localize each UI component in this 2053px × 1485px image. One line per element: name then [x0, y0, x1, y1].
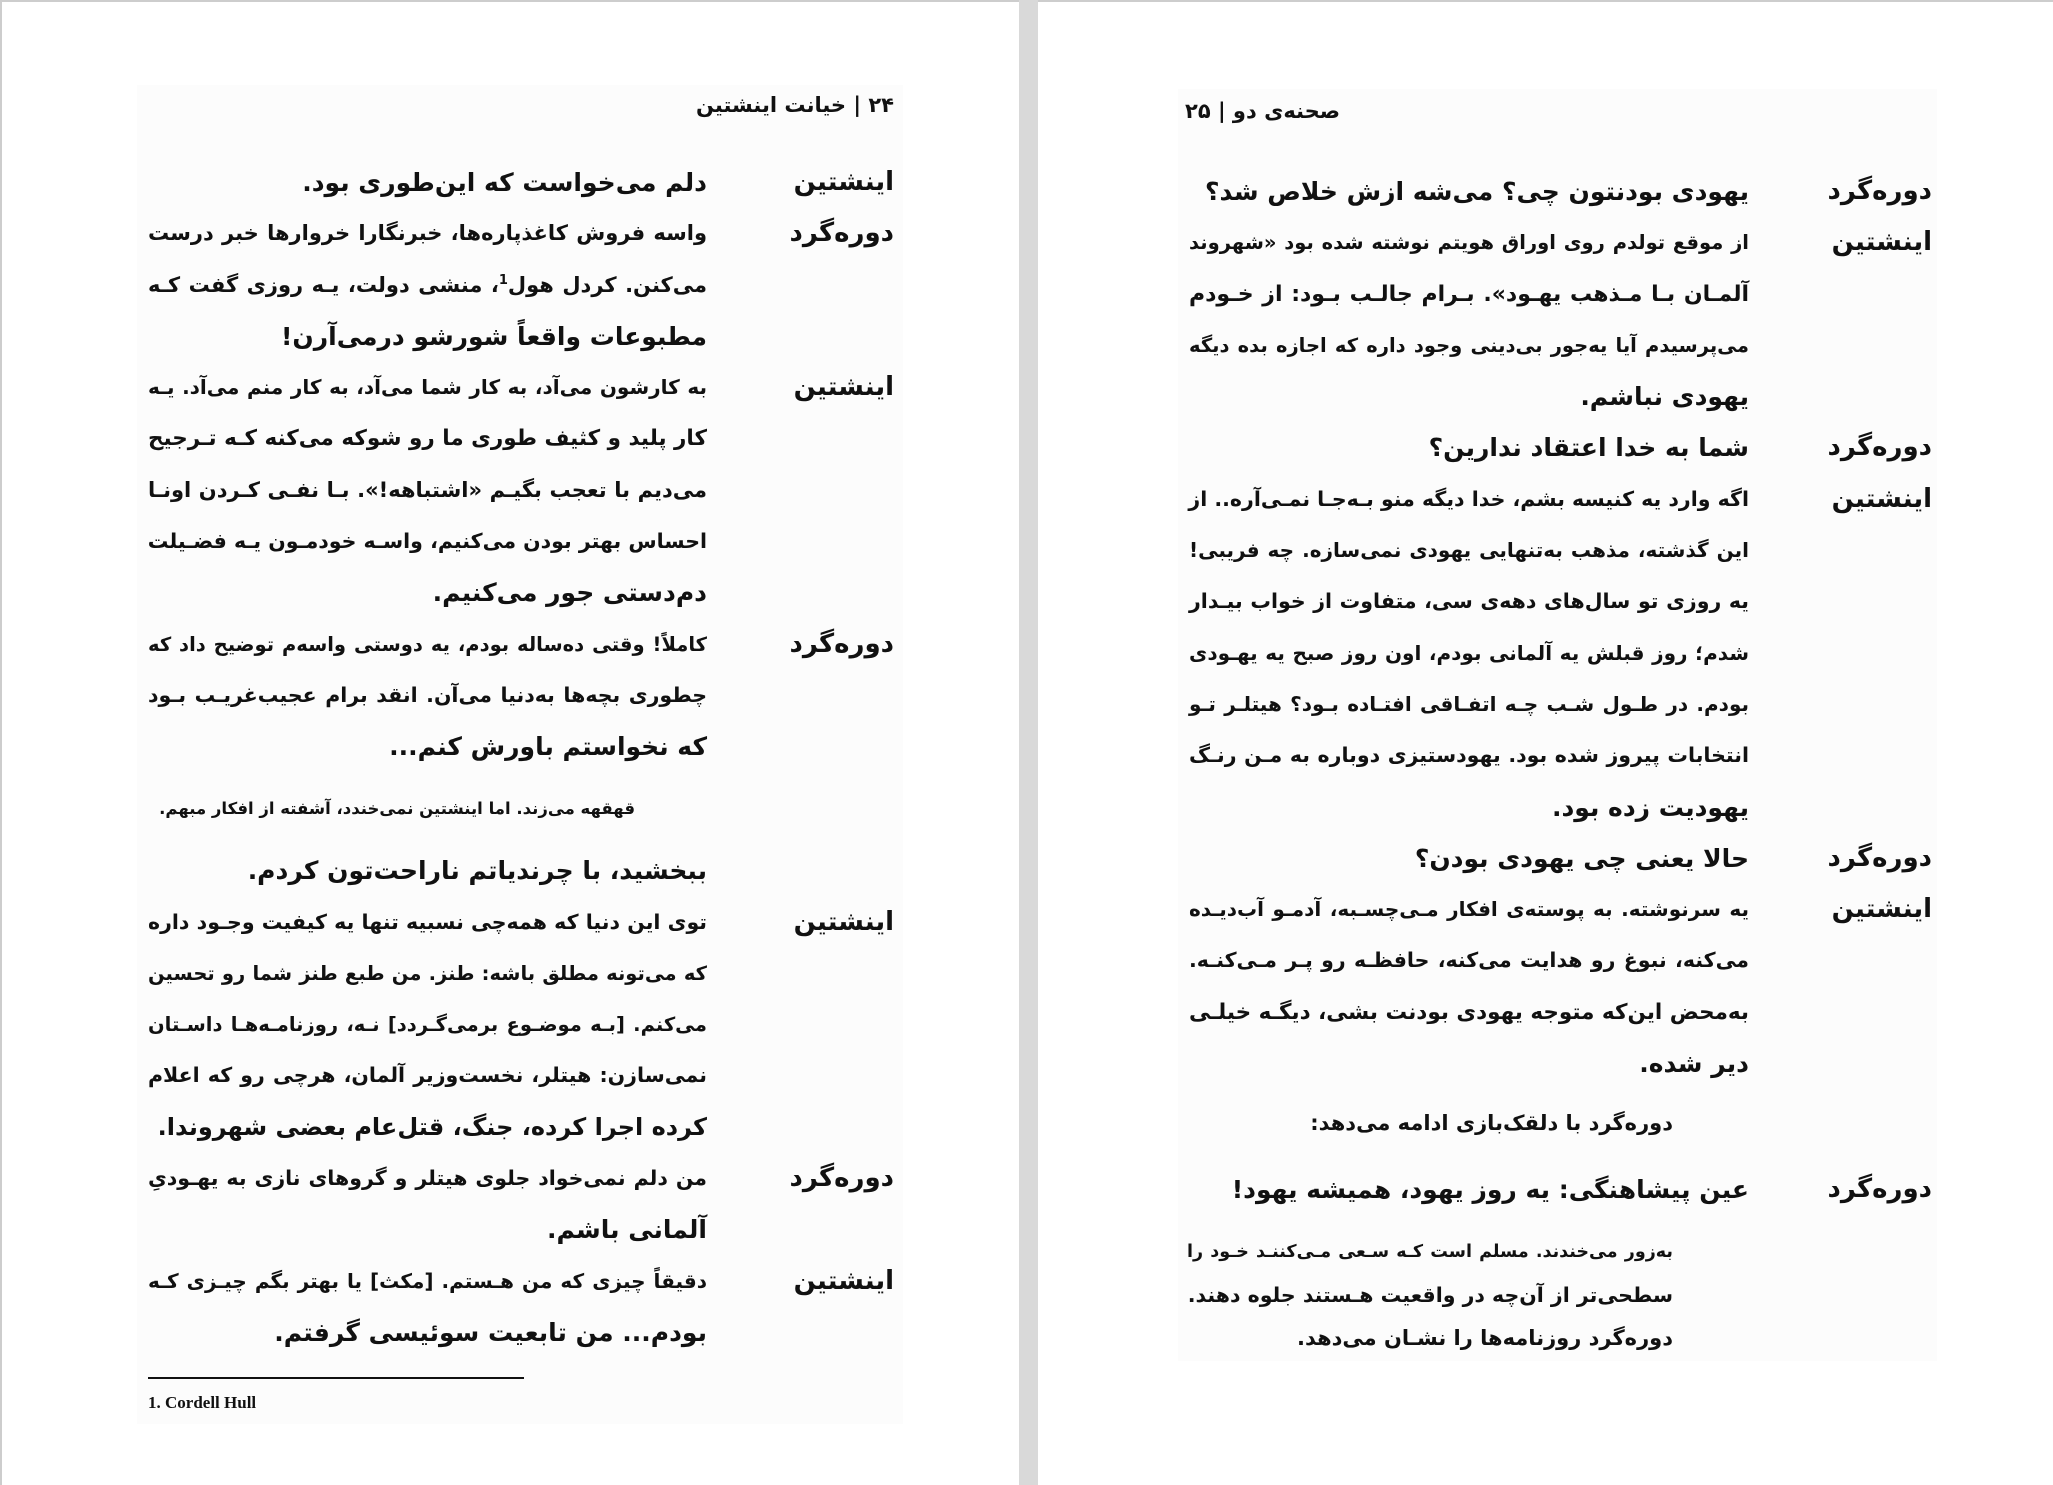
stage-direction-line: به‌زور می‌خندند. مسلم است کـه سـعی مـی‌کننـد خـود را: [1187, 1242, 1673, 1263]
dialogue-line: یهودی بودنتون چی؟ می‌شه ازش خلاص شد؟: [1205, 177, 1749, 206]
dialogue-line: کاملاً! وقتی ده‌ساله بودم، یه دوستی واسه‌م توضیح داد که: [148, 632, 707, 656]
dialogue-block: [1189, 1164, 1932, 1215]
speaker-name: دوره‌گرد: [1827, 842, 1932, 873]
speaker-name: اینشتین: [1831, 894, 1932, 925]
dialogue-block: [148, 157, 894, 208]
dialogue-line: دم‌دستی جور می‌کنیم.: [432, 578, 707, 608]
dialogue-block: [148, 845, 707, 896]
dialogue-line: شدم؛ روز قبلش یه آلمانی بودم، اون روز صبح یه یهـودی: [1189, 640, 1749, 665]
stage-direction-line: دوره‌گرد با دلقک‌بازی ادامه می‌دهد:: [1310, 1111, 1673, 1136]
dialogue-line: چطوری بچه‌ها به‌دنیا می‌آن. انقد برام عجیب‌غریـب بـود: [148, 682, 707, 707]
speaker-name: دوره‌گرد: [1827, 432, 1932, 463]
dialogue-line: نمی‌سازن: هیتلر، نخست‌وزیر آلمان، هرچی رو که اعلام: [148, 1063, 707, 1088]
footnote: 1. Cordell Hull: [148, 1393, 257, 1412]
speaker-name: دوره‌گرد: [789, 1163, 894, 1194]
running-header: صحنه‌ی دو | ۲۵: [1185, 99, 1341, 123]
running-header: ۲۴ | خیانت اینشتین: [695, 93, 894, 117]
dialogue-line: یهودی نباشم.: [1580, 382, 1749, 412]
footnote-rule: [148, 1377, 524, 1379]
dialogue-line: عین پیشاهنگی: یه روز یهود، همیشه یهود!: [1231, 1175, 1749, 1205]
dialogue-block: [1189, 833, 1932, 884]
text-column: [147, 157, 894, 1358]
speaker-name: اینشتین: [1831, 227, 1932, 258]
footnote-ref: 1: [498, 272, 508, 288]
dialogue-block: [147, 362, 894, 618]
dialogue-line: دقیقاً چیزی که من هـستم. [مکث] یا بهتر بگم چیـزی کـه: [148, 1268, 707, 1293]
dialogue-block: [1189, 884, 1932, 1089]
dialogue-line: دلم می‌خواست که این‌طوری بود.: [302, 168, 707, 197]
stage-direction: [1189, 1098, 1673, 1149]
dialogue-line: بودم. در طـول شـب چـه اتفـاقی افتـاده بـود؟ هیتلـر تـو: [1189, 691, 1749, 716]
speaker-name: دوره‌گرد: [1827, 176, 1932, 206]
dialogue-line: آلمـان بـا مـذهب یهـود». بـرام جالـب بـود: از خـودم: [1189, 281, 1749, 307]
line-segment: می‌کنن. کردل هول: [507, 272, 707, 297]
dialogue-line: این گذشته، مذهب به‌تنهایی یهودی نمی‌سازه. چه فریبی!: [1189, 538, 1749, 563]
speaker-name: اینشتین: [793, 1265, 894, 1296]
stage-direction-line: دوره‌گرد روزنامه‌ها را نشـان می‌دهد.: [1296, 1326, 1673, 1351]
dialogue-line: واسه فروش کاغذپاره‌ها، خبرنگارا خروارها خبر درست: [148, 221, 707, 246]
dialogue-line: شما به خدا اعتقاد ندارین؟: [1428, 433, 1749, 463]
dialogue-line: یهودیت زده بود.: [1551, 792, 1749, 822]
line-segment: ، منشی دولت، یـه روزی گفت کـه: [148, 272, 499, 297]
dialogue-line: بودم... من تابعیت سوئیسی گرفتم.: [274, 1317, 707, 1347]
dialogue-line: اگه وارد یه کنیسه بشم، خدا دیگه منو بـه‌جـا نمـی‌آره.. از: [1188, 486, 1749, 511]
speaker-name: دوره‌گرد: [789, 628, 894, 659]
dialogue-block: [148, 1153, 894, 1256]
speaker-name: دوره‌گرد: [789, 218, 894, 249]
dialogue-block: [148, 208, 894, 362]
speaker-name: اینشتین: [1831, 483, 1932, 514]
right-page: [1038, 0, 2053, 1485]
dialogue-line: ببخشید، با چرندیاتم ناراحت‌تون کردم.: [247, 856, 707, 886]
dialogue-line: من دلم نمی‌خواد جلوی هیتلر و گروهای نازی به یهـودیِ: [148, 1166, 707, 1191]
dialogue-line: آلمانی باشم.: [547, 1215, 707, 1245]
dialogue-line: انتخابات پیروز شده بود. یهودستیزی دوباره به مـن رنـگ: [1189, 743, 1749, 768]
dialogue-block: [1188, 474, 1932, 833]
left-page: [0, 0, 1019, 1485]
dialogue-line: به‌محض این‌که متوجه یهودی بودنت بشی، دیگـه خیلـی: [1189, 999, 1749, 1025]
dialogue-line: یه روزی تو سال‌های دهه‌ی سی، متفاوت از خواب بیـدار: [1189, 589, 1749, 614]
stage-direction-line: سطحی‌تر از آن‌چه در واقعیت هـستند جلوه دهند.: [1187, 1283, 1673, 1308]
dialogue-line: کار پلید و کثیف طوری ما رو شوکه می‌کنه کـه تـرجیح: [148, 426, 707, 452]
dialogue-line: احساس بهتر بودن می‌کنیم، واسـه خودمـون یـه فضـیلت: [147, 529, 707, 554]
speaker-name: اینشتین: [793, 372, 894, 403]
dialogue-line: [148, 260, 707, 311]
text-column: [1187, 166, 1932, 1360]
dialogue-block: [1189, 217, 1932, 422]
dialogue-line: می‌پرسیدم آیا یه‌جور بی‌دینی وجود داره که اجازه بده دیگه: [1189, 333, 1749, 357]
dialogue-line: می‌کنه، نبوغ رو هدایت می‌کنه، حافظـه رو پـر مـی‌کنـه.: [1189, 948, 1749, 973]
dialogue-line: دیر شده.: [1639, 1049, 1749, 1079]
dialogue-line: که نخواستم باورش کنم...: [389, 732, 707, 762]
dialogue-line: از موقع تولدم روی اوراق هویتم نوشته شده بود «شهروند: [1189, 231, 1749, 255]
dialogue-line: می‌کنم. [بـه موضـوع برمی‌گـردد] نـه، روزنامـه‌هـا داسـتان: [148, 1013, 707, 1037]
speaker-name: اینشتین: [793, 167, 894, 197]
stage-direction: [1187, 1231, 1673, 1360]
dialogue-block: [148, 619, 894, 773]
dialogue-line: می‌دیم با تعجب بگیـم «اشتباهه!». بـا نفـی کـردن اونـا: [148, 477, 707, 502]
speaker-name: اینشتین: [793, 906, 894, 937]
dialogue-block: [148, 1256, 894, 1359]
stage-direction: [148, 783, 635, 834]
dialogue-block: [148, 897, 894, 1153]
dialogue-line: مطبوعات واقعاً شورشو درمی‌آرن!: [281, 321, 707, 351]
dialogue-block: [1189, 166, 1932, 217]
stage-direction-line: قهقهه می‌زند. اما اینشتین نمی‌خندد، آشفته از افکار مبهم.: [159, 799, 635, 819]
dialogue-line: حالا یعنی چی یهودی بودن؟: [1414, 843, 1749, 873]
dialogue-line: توی این دنیا که همه‌چی نسبیه تنها یه کیفیت وجـود داره: [148, 909, 707, 934]
dialogue-block: [1189, 422, 1932, 473]
dialogue-line: که می‌تونه مطلق باشه: طنز. من طبع طنز شما رو تحسین: [148, 961, 707, 985]
dialogue-line: به کارشون می‌آد، به کار شما می‌آد، به کار منم می‌آد. یـه: [148, 375, 707, 400]
speaker-name: دوره‌گرد: [1827, 1174, 1932, 1205]
dialogue-line: یه سرنوشته. به پوسته‌ی افکار مـی‌چسـبه، آدمـو آب‌دیـده: [1189, 897, 1749, 922]
dialogue-line: کرده اجرا کرده، جنگ، قتل‌عام بعضی شهروندا.: [157, 1112, 707, 1141]
